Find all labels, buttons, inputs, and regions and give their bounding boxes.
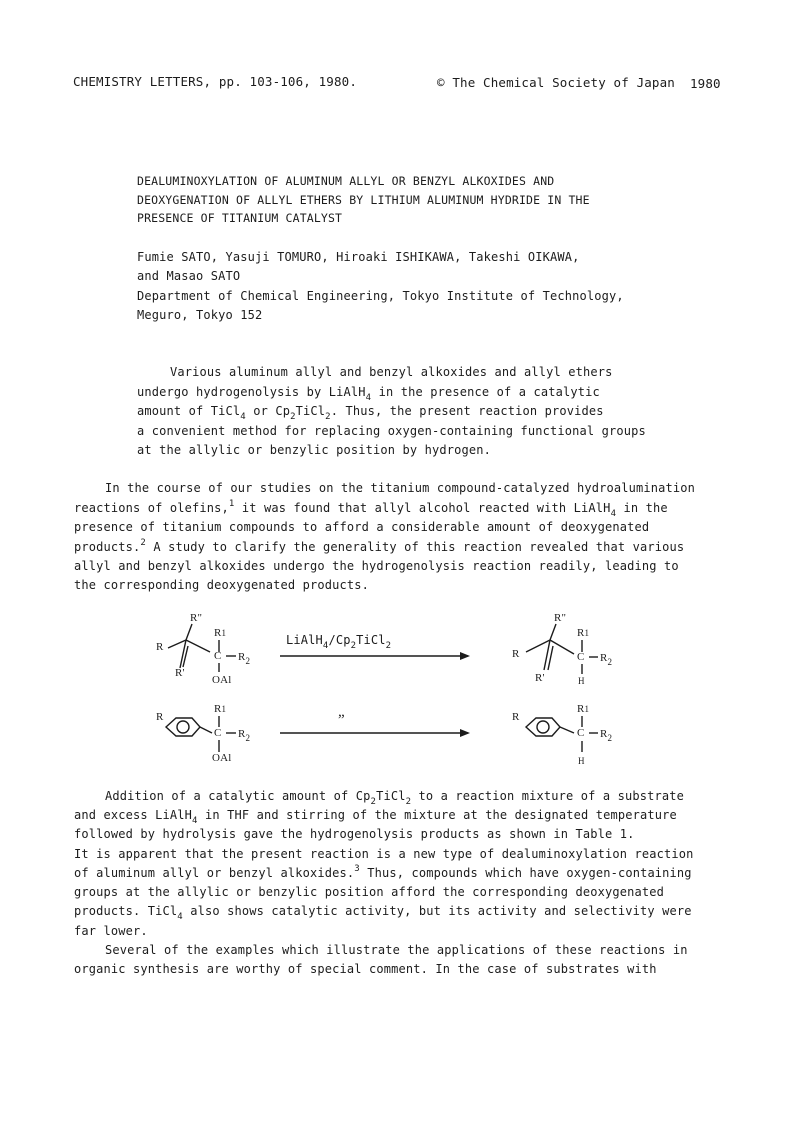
header-year: 1980 <box>690 76 721 91</box>
title-line-1: DEALUMINOXYLATION OF ALUMINUM ALLYL OR BENZYL ALKOXIDES AND <box>137 174 555 188</box>
abstract-line-4: a convenient method for replacing oxygen-containing functional groups <box>137 424 646 438</box>
label-r2-benzyl: $R_2$ <box>238 728 251 743</box>
para2-line-1: Addition of a catalytic amount of $Cp_2TiCl_2$ to a reaction mixture of a substrate <box>105 789 685 807</box>
para1-line-6: the corresponding deoxygenated products. <box>74 578 369 592</box>
authors-line-2: and Masao SATO <box>137 269 241 283</box>
bond-alkene-rp <box>180 640 186 668</box>
para1-line-4: products.$^2$ A study to clarify the generality of this reaction revealed that various <box>74 538 685 554</box>
title-line-2: DEOXYGENATION OF ALLYL ETHERS BY LITHIUM ALUMINUM HYDRIDE IN THE <box>137 193 590 207</box>
para1-line-3: presence of titanium compounds to afford a considerable amount of deoxygenated <box>74 520 650 534</box>
para2-line-8: far lower. <box>74 924 148 938</box>
abstract-line-5: at the allylic or benzylic position by hydrogen. <box>137 443 491 457</box>
bond-alkene-c-product <box>550 640 574 654</box>
benzene-ring-aromatic <box>177 721 189 733</box>
label-r1: R1 <box>214 627 227 639</box>
product-label-r-double-prime: R" <box>554 612 567 624</box>
copyright-notice: © The Chemical Society of Japan <box>437 75 675 90</box>
bond-alkene-rpp <box>186 624 192 640</box>
ditto-mark: ” <box>338 712 345 728</box>
product-label-r2: $R_2$ <box>600 652 613 667</box>
label-r1-benzyl: R1 <box>214 703 227 715</box>
product-label-r1: R1 <box>577 627 590 639</box>
abstract-line-2: undergo hydrogenolysis by LiAlH$_4$ in the presence of a catalytic <box>137 385 600 403</box>
label-r: R <box>156 641 164 653</box>
para1-line-1: In the course of our studies on the titanium compound-catalyzed hydroalumination <box>105 481 695 495</box>
label-r2: $R_2$ <box>238 651 251 666</box>
affiliation-line-1: Department of Chemical Engineering, Tokyo Institute of Technology, <box>137 289 624 303</box>
benzene-ring-aromatic-product <box>537 721 549 733</box>
authors-line-1: Fumie SATO, Yasuji TOMURO, Hiroaki ISHIKAWA, Takeshi OIKAWA, <box>137 250 580 264</box>
para1-line-5: allyl and benzyl alkoxides undergo the hydrogenolysis reaction readily, leading to <box>74 559 679 573</box>
journal-citation: CHEMISTRY LETTERS, pp. 103-106, 1980. <box>73 74 357 89</box>
title-line-3: PRESENCE OF TITANIUM CATALYST <box>137 211 343 225</box>
para2-line-7: products. TiCl$_4$ also shows catalytic activity, but its activity and selectivity were <box>74 904 692 922</box>
label-c: C <box>214 650 222 662</box>
product-label-r-prime: R' <box>535 672 545 684</box>
para2-line-3: followed by hydrolysis gave the hydrogenolysis products as shown in Table 1. <box>74 827 635 841</box>
label-r-benzyl: R <box>156 711 164 723</box>
product-label-h: H <box>578 676 585 686</box>
abstract-line-1: Various aluminum allyl and benzyl alkoxides and allyl ethers <box>170 365 613 379</box>
bond-alkene-rpp-product <box>550 624 556 640</box>
bond-ring-c <box>200 727 212 733</box>
affiliation-line-2: Meguro, Tokyo 152 <box>137 308 263 322</box>
label-oal: OAl <box>212 674 232 686</box>
para2-line-2: and excess LiAlH$_4$ in THF and stirring of the mixture at the designated temperature <box>74 808 677 826</box>
product-label-r1-benzyl: R1 <box>577 703 590 715</box>
para3-line-1: Several of the examples which illustrate the applications of these reactions in <box>105 943 688 957</box>
product-label-c: C <box>577 651 585 663</box>
para2-line-6: groups at the allylic or benzylic position afford the corresponding deoxygenated <box>74 885 664 899</box>
bond-ring-c-product <box>560 727 574 733</box>
arrow-head-1 <box>460 652 470 660</box>
bond-alkene-c <box>186 640 210 652</box>
para3-line-2: organic synthesis are worthy of special comment. In the case of substrates with <box>74 962 657 976</box>
para2-line-4: It is apparent that the present reaction is a new type of dealuminoxylation reaction <box>74 847 694 861</box>
product-label-r: R <box>512 648 520 660</box>
label-c-benzyl: C <box>214 727 222 739</box>
arrow-head-2 <box>460 729 470 737</box>
abstract-line-3: amount of TiCl$_4$ or $Cp_2TiCl_2$. Thus, the present reaction provides <box>137 404 604 422</box>
label-r-double-prime: R" <box>190 612 203 624</box>
label-oal-benzyl: OAl <box>212 752 232 764</box>
product-label-r-benzyl: R <box>512 711 520 723</box>
label-r-prime: R' <box>175 667 185 679</box>
product-label-h-benzyl: H <box>578 756 585 766</box>
bond-r-alkene <box>168 640 186 648</box>
product-label-c-benzyl: C <box>577 727 585 739</box>
para1-line-2: reactions of olefins,$^1$ it was found that allyl alcohol reacted with LiAlH$_4$ in the <box>74 499 668 519</box>
reagent-label: $LiAlH_4/Cp_2TiCl_2$ <box>286 633 392 651</box>
para2-line-5: of aluminum allyl or benzyl alkoxides.$^3$ Thus, compounds which have oxygen-containing <box>74 864 692 880</box>
bond-r-alkene-product <box>526 640 550 652</box>
product-label-r2-benzyl: $R_2$ <box>600 728 613 743</box>
